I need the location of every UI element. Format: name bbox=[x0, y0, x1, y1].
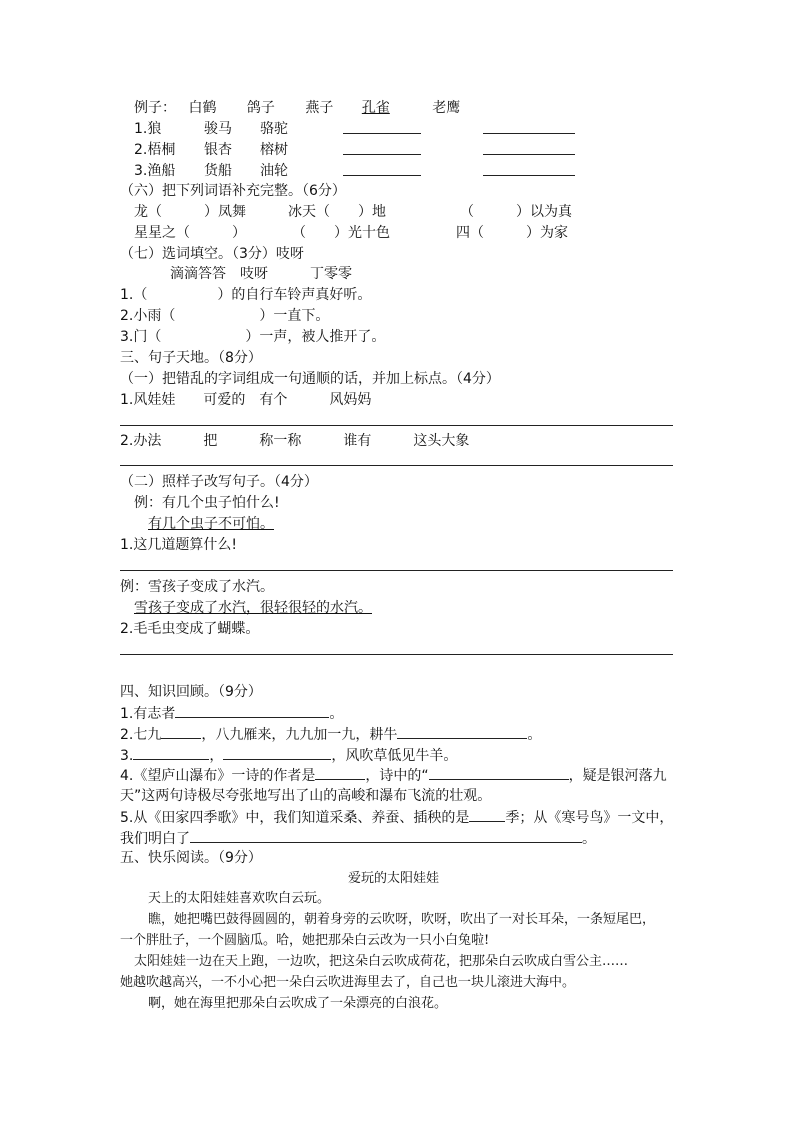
fill-question[interactable]: 3.门（ ）一声，被人推开了。 bbox=[120, 329, 386, 345]
story-title: 爱玩的太阳娃娃 bbox=[348, 871, 440, 886]
question-text: ，八九雁来，九九加一九，耕牛 bbox=[201, 727, 398, 743]
recall-question bbox=[120, 724, 541, 745]
example-answer: 孔雀 bbox=[361, 100, 390, 116]
story-paragraph: 太阳娃娃一边在天上跑，一边吹，把这朵白云吹成荷花，把那朵白云吹成白雪公主…… bbox=[134, 954, 629, 969]
answer-blank[interactable] bbox=[343, 154, 421, 155]
rewrite-question: 2.毛毛虫变成了蝴蝶。 bbox=[120, 621, 260, 637]
example-row bbox=[134, 98, 460, 118]
answer-blank[interactable] bbox=[343, 175, 421, 176]
answer-line[interactable] bbox=[120, 425, 673, 426]
row-number: 1. bbox=[134, 121, 148, 137]
question-text: 1.有志者 bbox=[120, 706, 176, 722]
example-sentence: 例：有几个虫子怕什么! bbox=[134, 495, 280, 511]
idiom-item[interactable]: 冰天（ ）地 bbox=[288, 204, 386, 220]
row-word: 骆驼 bbox=[260, 121, 288, 137]
question-text: 。 bbox=[582, 831, 596, 847]
section-5-title: 五、快乐阅读。（9分） bbox=[120, 850, 262, 866]
row-word: 狼 bbox=[147, 121, 162, 137]
question-text: 天”这两句诗极尽夸张地写出了山的高峻和瀑布飞流的壮观。 bbox=[120, 788, 492, 804]
answer-blank[interactable] bbox=[483, 133, 575, 134]
row-word: 榕树 bbox=[260, 142, 288, 158]
example-answer: 有几个虫子不可怕。 bbox=[148, 516, 274, 532]
answer-blank[interactable] bbox=[161, 724, 201, 739]
fill-question[interactable]: 1.（ ）的自行车铃声真好听。 bbox=[120, 287, 372, 303]
question-text: ，风吹草低见牛羊。 bbox=[331, 748, 458, 764]
subsection-title: （二）照样子改写句子。（4分） bbox=[120, 474, 318, 490]
answer-line[interactable] bbox=[120, 570, 673, 571]
recall-question bbox=[120, 765, 667, 786]
scrambled-sentence: 2.办法 把 称一称 谁有 这头大象 bbox=[120, 433, 470, 449]
idiom-item[interactable]: （ ）以为真 bbox=[460, 204, 572, 220]
answer-blank[interactable] bbox=[175, 703, 329, 718]
section-6-title: （六）把下列词语补充完整。（6分） bbox=[120, 183, 346, 199]
question-text: 2.七九 bbox=[120, 727, 162, 743]
example-word: 燕子 bbox=[305, 100, 334, 116]
answer-blank[interactable] bbox=[223, 745, 331, 760]
row-word: 骏马 bbox=[204, 121, 232, 137]
section-7-title: （七）选词填空。（3分）吱呀 bbox=[120, 246, 304, 262]
example-answer: 雪孩子变成了水汽，很轻很轻的水汽。 bbox=[134, 600, 372, 616]
idiom-item[interactable]: 星星之（ ） bbox=[134, 225, 246, 241]
question-text: 。 bbox=[329, 706, 344, 722]
answer-blank[interactable] bbox=[343, 133, 421, 134]
question-text: 我们明白了 bbox=[120, 831, 190, 847]
story-paragraph: 瞧，她把嘴巴鼓得圆圆的，朝着身旁的云吹呀，吹呀，吹出了一对长耳朵，一条短尾巴， bbox=[148, 912, 656, 927]
idiom-item[interactable]: （ ）光十色 bbox=[292, 225, 390, 241]
subsection-title: （一）把错乱的字词组成一句通顺的话，并加上标点。（4分） bbox=[120, 371, 500, 387]
question-text: 季；从《寒号鸟》一文中， bbox=[505, 810, 674, 826]
answer-blank[interactable] bbox=[483, 154, 575, 155]
row-number: 3. bbox=[134, 163, 148, 179]
scrambled-sentence: 1.风娃娃 可爱的 有个 风妈妈 bbox=[120, 392, 372, 408]
row-number: 2. bbox=[134, 142, 148, 158]
word-row bbox=[134, 161, 175, 181]
story-paragraph: 一个胖肚子，一个圆脑瓜。哈，她把那朵白云改为一只小白兔啦! bbox=[120, 933, 490, 948]
section-3-title: 三、句子天地。（8分） bbox=[120, 350, 262, 366]
question-text: ，疑是银河落九 bbox=[568, 768, 667, 784]
answer-line[interactable] bbox=[120, 465, 673, 466]
row-word: 银杏 bbox=[204, 142, 232, 158]
answer-blank[interactable] bbox=[315, 765, 365, 780]
answer-blank[interactable] bbox=[190, 828, 582, 843]
answer-blank[interactable] bbox=[397, 724, 527, 739]
question-text: ， bbox=[209, 748, 224, 764]
story-paragraph: 她越吹越高兴，一不小心把一朵白云吹进海里去了，自己也一块儿滚进大海中。 bbox=[120, 975, 576, 990]
fill-question[interactable]: 2.小雨（ ）一直下。 bbox=[120, 308, 330, 324]
recall-question bbox=[120, 703, 343, 724]
recall-question bbox=[120, 828, 596, 849]
recall-question bbox=[120, 745, 457, 766]
rewrite-question: 1.这几道题算什么! bbox=[120, 537, 237, 553]
answer-line[interactable] bbox=[120, 654, 673, 655]
story-paragraph: 啊，她在海里把那朵白云吹成了一朵漂亮的白浪花。 bbox=[148, 996, 448, 1011]
word-options: 滴滴答答 吱呀 丁零零 bbox=[170, 266, 352, 282]
question-text: 3. bbox=[120, 748, 134, 764]
question-text: 。 bbox=[527, 727, 542, 743]
row-word: 梧桐 bbox=[147, 142, 176, 158]
story-paragraph: 天上的太阳娃娃喜欢吹白云玩。 bbox=[148, 891, 331, 906]
question-text: 4.《望庐山瀑布》一诗的作者是 bbox=[120, 768, 316, 784]
question-text: ，诗中的“ bbox=[365, 768, 429, 784]
example-label: 例子： bbox=[134, 100, 176, 116]
recall-question bbox=[120, 807, 673, 828]
answer-blank[interactable] bbox=[469, 807, 505, 822]
row-word: 货船 bbox=[204, 163, 232, 179]
idiom-item[interactable]: 四（ ）为家 bbox=[456, 225, 568, 241]
idiom-item[interactable]: 龙（ ）凤舞 bbox=[134, 204, 246, 220]
example-word: 白鹤 bbox=[188, 100, 217, 116]
word-row bbox=[134, 119, 161, 139]
example-answer: 老鹰 bbox=[432, 100, 461, 116]
question-text: 5.从《田家四季歌》中，我们知道采桑、养蚕、插秧的是 bbox=[120, 810, 470, 826]
section-4-title: 四、知识回顾。（9分） bbox=[120, 684, 262, 700]
row-word: 油轮 bbox=[260, 163, 288, 179]
answer-blank[interactable] bbox=[483, 175, 575, 176]
word-row bbox=[134, 140, 175, 160]
example-sentence: 例：雪孩子变成了水汽。 bbox=[120, 579, 274, 595]
row-word: 渔船 bbox=[147, 163, 176, 179]
example-word: 鸽子 bbox=[246, 100, 275, 116]
answer-blank[interactable] bbox=[133, 745, 209, 760]
answer-blank[interactable] bbox=[429, 765, 569, 780]
